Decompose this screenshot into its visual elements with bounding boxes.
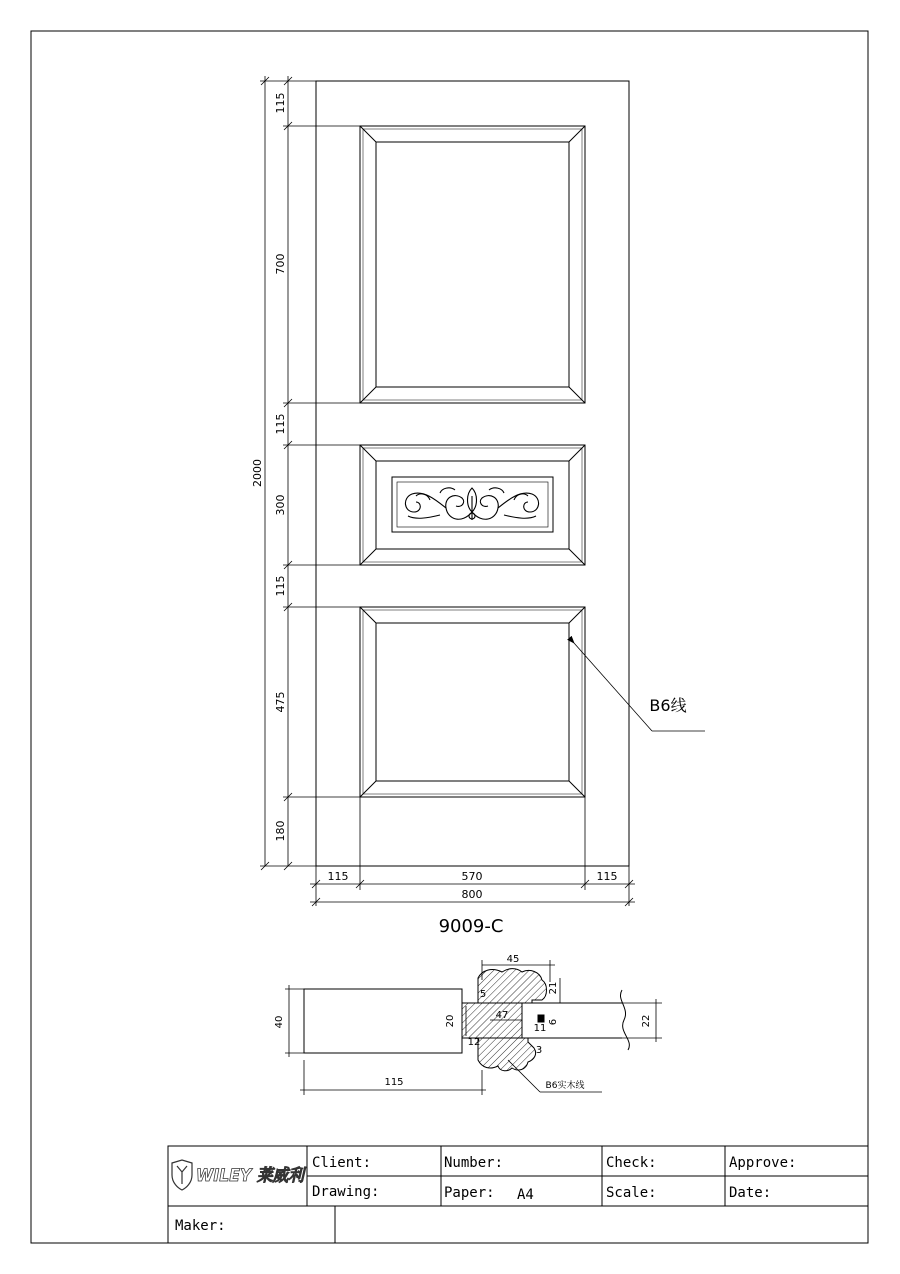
dim-6: 6 [548,1018,559,1026]
maker-label: Maker: [175,1218,226,1234]
approve-label: Approve: [729,1155,797,1171]
scale-label: Scale: [606,1185,657,1201]
drawing-label: Drawing: [312,1184,380,1200]
dim-5: 5 [479,989,487,1000]
middle-panel [360,445,585,565]
carved-ornament [405,488,538,520]
dim-115-section: 115 [384,1077,404,1088]
dim-40: 40 [274,1015,285,1029]
dim-3: 3 [535,1045,543,1056]
dim-right-stile: 115 [596,870,618,883]
molding-label: B6实木线 [545,1081,585,1091]
molding-bottom [478,1038,536,1071]
dim-total-width: 800 [461,888,483,901]
dim-left-stile: 115 [327,870,349,883]
dim-panel-2: 300 [274,494,287,516]
dim-12: 12 [467,1037,481,1048]
horizontal-dimension-labels [328,870,618,901]
stile-section [304,989,462,1053]
cross-section [304,969,629,1071]
date-label: Date: [729,1185,772,1201]
paper-label: Paper: [444,1185,495,1201]
lower-panel [360,607,585,797]
dim-total-height: 2000 [251,459,264,487]
dim-bottom-rail: 180 [274,820,287,842]
dim-20: 20 [445,1014,456,1028]
client-label: Client: [312,1155,372,1171]
dim-rail-3: 115 [274,575,287,597]
vertical-dimension-labels [251,93,287,842]
callout-label: B6线 [649,696,687,715]
dim-45: 45 [506,954,520,965]
sheet-border [31,31,868,1243]
break-line [620,990,629,1050]
upper-panel [360,126,585,403]
dim-rail-2: 115 [274,413,287,435]
bead-detail [538,1015,544,1022]
dim-21: 21 [548,981,559,995]
check-label: Check: [606,1155,657,1171]
dim-47: 47 [495,1010,509,1021]
tongue-section [462,1003,522,1038]
paper-value: A4 [517,1187,534,1203]
model-code: 9009-C [438,916,504,937]
dim-panel-3: 475 [274,691,287,713]
dim-11: 11 [533,1023,547,1034]
dim-top-rail: 115 [274,92,287,114]
number-label: Number: [444,1155,504,1171]
molding-top [478,969,547,1003]
logo-text: WILEY 莱威利 [196,1166,307,1186]
b6-callout [574,643,705,731]
dim-22: 22 [641,1014,652,1028]
vertical-dimensions [260,76,360,870]
company-logo [172,1160,307,1190]
dim-panel-1: 700 [274,253,287,275]
door-elevation [316,81,629,866]
dim-panel-width: 570 [461,870,483,883]
